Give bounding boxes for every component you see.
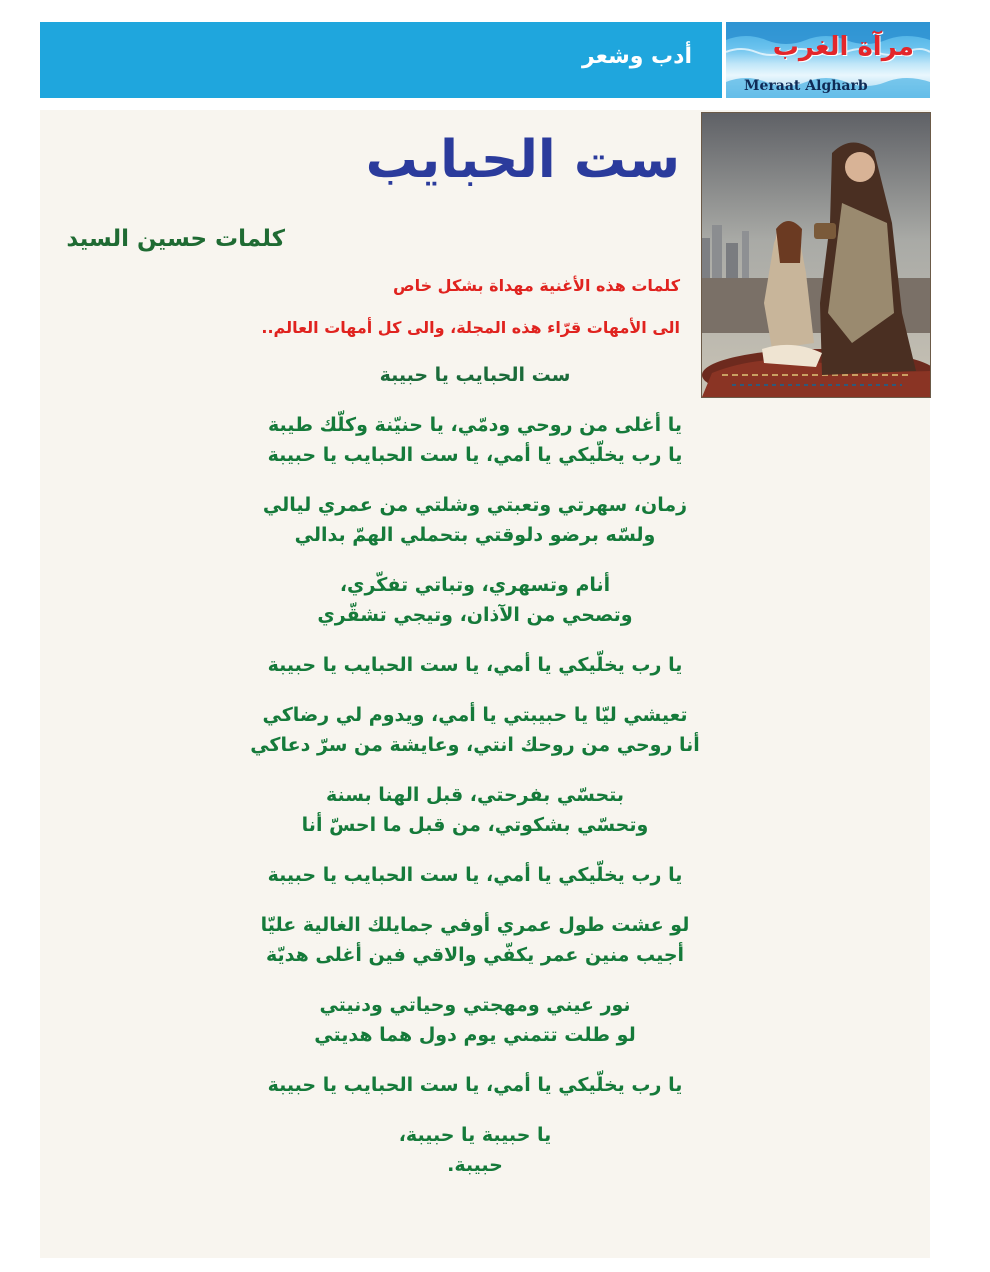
verse-line: يا رب يخلّيكي يا أمي، يا ست الحبايب يا حبيبة (267, 654, 683, 676)
section-label: أدب وشعر (581, 44, 692, 69)
dedication-line-2: الى الأمهات قرّاء هذه المجلة، والى كل أمهات العالم.. (261, 318, 680, 337)
stanza (160, 650, 790, 680)
verse-line: نور عيني ومهجتي وحياتي ودنيتي (319, 994, 631, 1016)
verse-line: أنام وتسهري، وتباتي تفكّري، (339, 574, 611, 596)
verse-line: حبيبة. (447, 1154, 503, 1176)
section-header-bar (40, 22, 722, 98)
stanza (160, 910, 790, 970)
magazine-logo (726, 22, 930, 98)
verse-line: زمان، سهرتي وتعبتي وشلتي من عمري ليالي (262, 494, 688, 516)
stanza (160, 780, 790, 840)
verse-line: لو طلت تتمني يوم دول هما هديتي (314, 1024, 636, 1046)
verse-line: يا رب يخلّيكي يا أمي، يا ست الحبايب يا حبيبة (267, 444, 683, 466)
stanza (160, 990, 790, 1050)
stanza (160, 570, 790, 630)
logo-english-text: Meraat Algharb (744, 78, 868, 94)
verse-line: يا حبيبة يا حبيبة، (398, 1124, 552, 1146)
poem-body (160, 360, 790, 1200)
verse-line: أنا روحي من روحك انتي، وعايشة من سرّ دعاكي (250, 734, 700, 756)
verse-line: يا رب يخلّيكي يا أمي، يا ست الحبايب يا حبيبة (267, 864, 683, 886)
verse-line: يا أغلى من روحي ودمّي، يا حنيّنة وكلّك طيبة (268, 414, 682, 436)
mother-daughter-photo (701, 112, 931, 398)
verse-line: وتحسّي بشكوتي، من قبل ما احسّ أنا (301, 814, 649, 836)
verse-line: ست الحبايب يا حبيبة (379, 364, 571, 386)
stanza (160, 1070, 790, 1100)
stanza (160, 1120, 790, 1180)
stanza (160, 700, 790, 760)
verse-line: وتصحي من الآذان، وتيجي تشقّري (317, 604, 633, 626)
verse-line: أجيب منين عمر يكفّي والاقي فين أغلى هديّة (265, 944, 685, 966)
stanza (160, 360, 790, 390)
verse-line: لو عشت طول عمري أوفي جمايلك الغالية عليّا (260, 914, 690, 936)
stanza (160, 410, 790, 470)
author-byline: كلمات حسين السيد (66, 226, 285, 252)
verse-line: يا رب يخلّيكي يا أمي، يا ست الحبايب يا حبيبة (267, 1074, 683, 1096)
verse-line: بتحسّي بفرحتي، قبل الهنا بسنة (325, 784, 625, 806)
stanza (160, 860, 790, 890)
dedication-line-1: كلمات هذه الأغنية مهداة بشكل خاص (393, 276, 680, 295)
verse-line: تعيشي ليّا يا حبيبتي يا أمي، ويدوم لي رضاكي (262, 704, 688, 726)
verse-line: ولسّه برضو دلوقتي بتحملي الهمّ بدالي (294, 524, 656, 546)
stanza (160, 490, 790, 550)
logo-arabic-text: مرآة الغرب (772, 32, 914, 62)
article-title: ست الحبايب (365, 130, 680, 190)
